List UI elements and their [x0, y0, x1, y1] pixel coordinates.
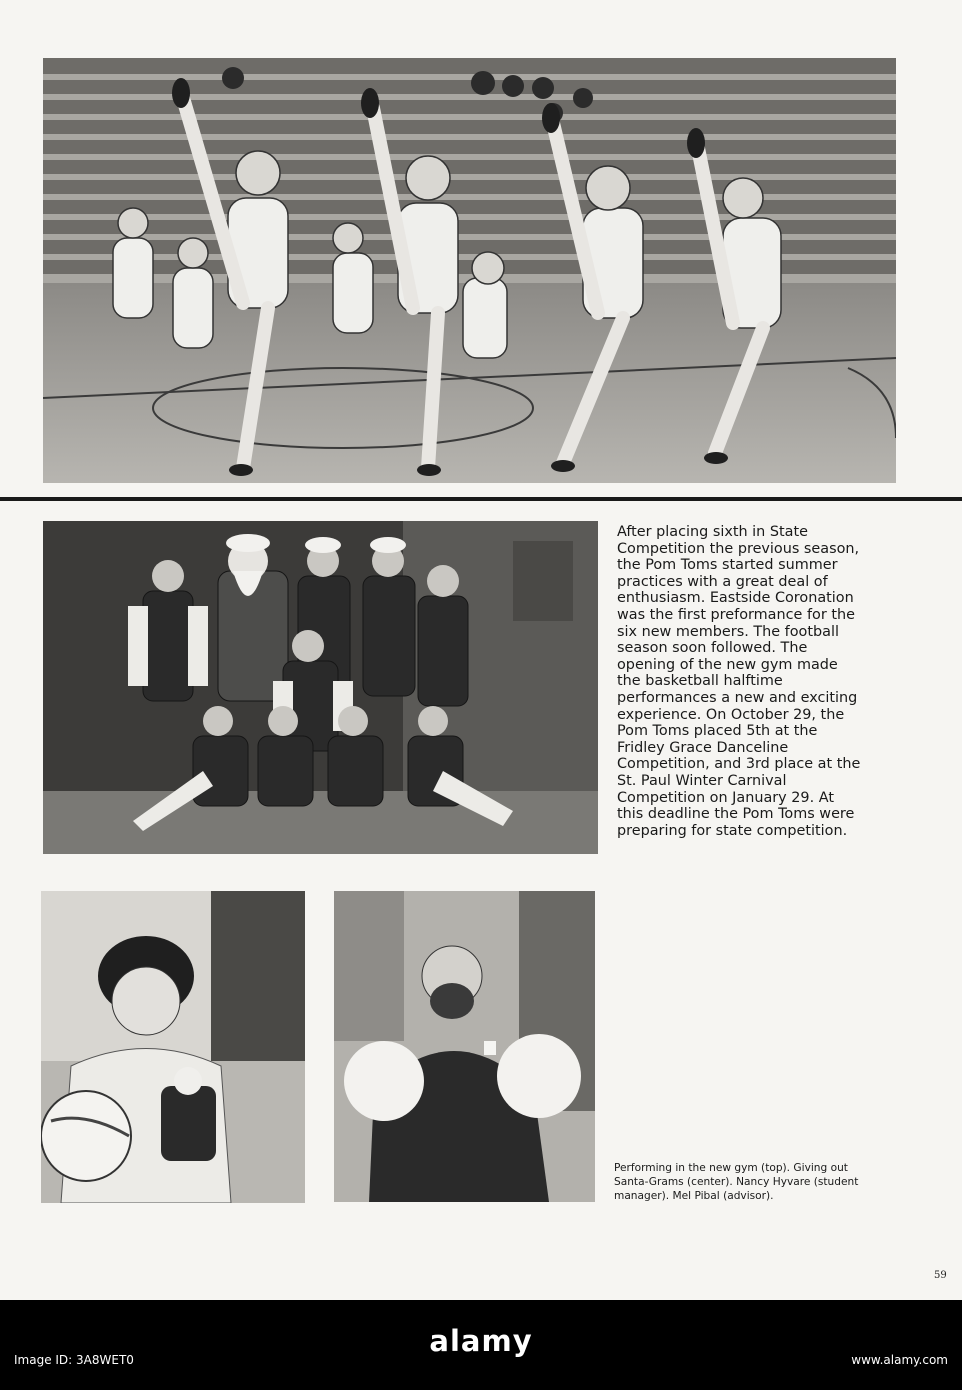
- student-manager-photo: [41, 891, 305, 1203]
- body-line: season soon followed. The: [617, 640, 808, 657]
- page-number: 59: [934, 1270, 947, 1281]
- body-line: After placing sixth in State: [617, 524, 808, 540]
- body-line: experience. On October 29, the: [617, 706, 845, 723]
- stock-site-link[interactable]: www.alamy.com: [851, 1353, 948, 1367]
- image-id-label: Image ID: 3A8WET0: [14, 1353, 134, 1367]
- body-line: Pom Toms placed 5th at the: [617, 723, 818, 740]
- body-line: Competition, and 3rd place at the: [617, 756, 861, 773]
- body-line: Competition on January 29. At: [617, 789, 834, 806]
- body-line: preparing for state competition.: [617, 822, 848, 839]
- body-line: was the first preformance for the: [617, 606, 855, 623]
- caption-line: Performing in the new gym (top). Giving out: [614, 1162, 848, 1174]
- body-line: enthusiasm. Eastside Coronation: [617, 590, 854, 607]
- stock-watermark: alamy: [429, 1324, 533, 1358]
- pom-squad-gym-photo: [43, 58, 896, 483]
- article-body-text: [617, 524, 917, 839]
- santa-grams-group-photo: [43, 521, 598, 854]
- body-line: opening of the new gym made: [617, 656, 838, 673]
- body-line: performances a new and exciting: [617, 689, 858, 706]
- body-line: Fridley Grace Danceline: [617, 739, 789, 756]
- body-line: this deadline the Pom Toms were: [617, 806, 855, 823]
- body-line: practices with a great deal of: [617, 573, 828, 590]
- caption-line: Santa-Grams (center). Nancy Hyvare (student: [614, 1176, 859, 1188]
- body-line: the Pom Toms started summer: [617, 557, 838, 574]
- body-line: St. Paul Winter Carnival: [617, 772, 787, 789]
- caption-line: manager). Mel Pibal (advisor).: [614, 1190, 774, 1202]
- photo-caption: [614, 1161, 914, 1203]
- body-line: Competition the previous season,: [617, 540, 860, 557]
- section-divider: [0, 497, 962, 501]
- body-line: the basketball halftime: [617, 673, 783, 690]
- body-line: six new members. The football: [617, 623, 839, 640]
- advisor-photo: [334, 891, 595, 1202]
